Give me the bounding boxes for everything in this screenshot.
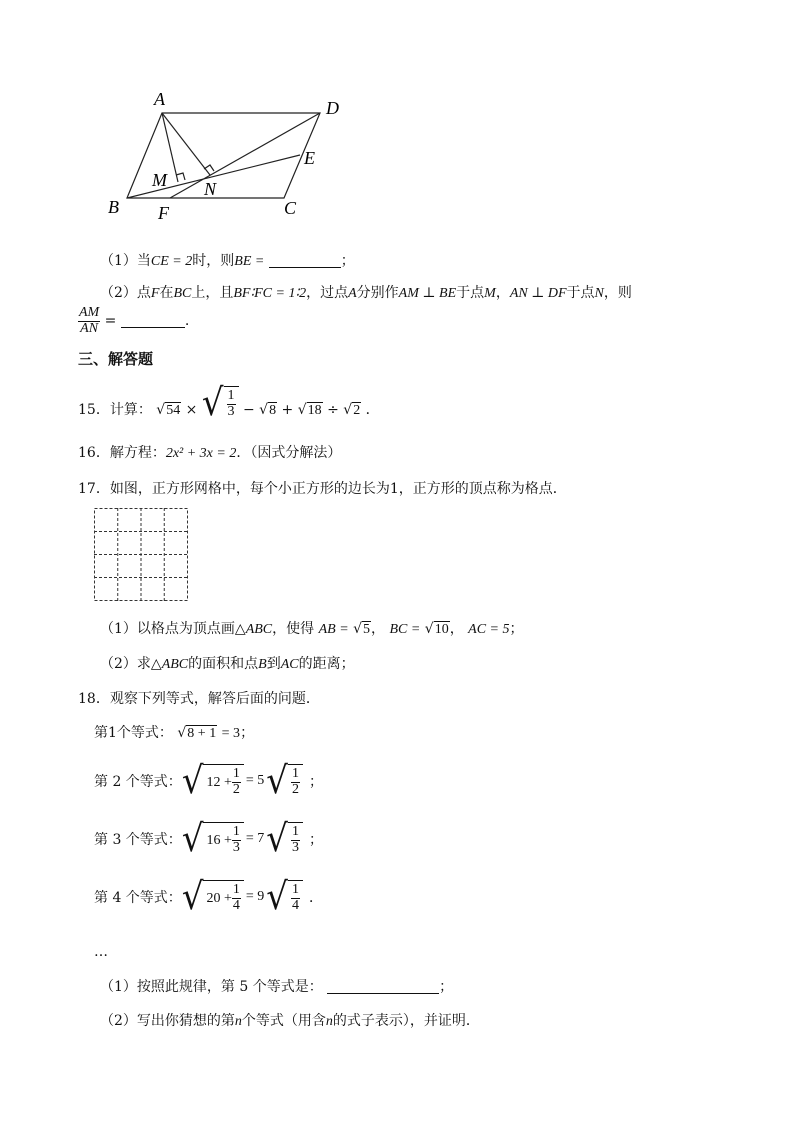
q18-eq4: 第 4 个等式： √ 20 + $\frac{1}{4}$ = 9 √ $\frac{1}{4}$ ． (94, 875, 323, 919)
q14-part2-fraction-line: $\frac{AM}{AN}$ = . (79, 305, 190, 336)
q18-part1: （1）按照此规律，第 5 个等式是： ； (100, 979, 454, 995)
q18-eq2: 第 2 个等式： √ 12 + $\frac{1}{2}$ = 5 √ $\frac{1}{2}$ ； (94, 759, 323, 803)
q18-part2: （2）写出你猜想的第n个等式（用含n的式子表示），并证明． (100, 1013, 480, 1029)
label-a: A (154, 89, 165, 109)
q14-part2: （2）点F在BC上，且BF∶FC = 1∶2，过点A分别作AM ⊥ BE于点M，AN ⊥ DF于点N，则 (100, 285, 632, 301)
q18-eq1: 第1个等式： √8 + 1 = 3； (94, 725, 255, 741)
fraction-am-an: $\frac{AM}{AN}$ (79, 305, 100, 336)
sqrt-2: √2 (343, 402, 361, 418)
label-c: C (284, 198, 297, 218)
q18-ellipsis: … (94, 944, 108, 960)
sqrt-5: √5 (353, 621, 371, 637)
label-d: D (326, 98, 339, 118)
label-b: B (108, 197, 119, 217)
section-title: 三、解答题 (78, 350, 154, 368)
label-m: M (152, 170, 167, 190)
q17-text: 17．如图，正方形网格中，每个小正方形的边长为1，正方形的顶点称为格点． (78, 481, 567, 497)
q18-text: 18．观察下列等式，解答后面的问题． (78, 691, 320, 707)
q17-part1: （1）以格点为顶点画△ABC，使得 AB = √5， BC = √10， AC = 5； (100, 621, 524, 637)
label-e: E (304, 148, 315, 168)
q17-part2: （2）求△ABC的面积和点B到AC的距离； (100, 656, 355, 672)
q18-eq3: 第 3 个等式： √ 16 + $\frac{1}{3}$ = 7 √ $\frac{1}{3}$ ； (94, 817, 323, 861)
sqrt-8: √8 (259, 402, 277, 418)
answer-blank-be[interactable] (269, 253, 341, 268)
answer-blank-ratio[interactable] (121, 313, 185, 328)
square-grid (94, 508, 190, 602)
parallelogram-figure (100, 85, 360, 225)
label-f: F (158, 203, 169, 223)
sqrt-10: √10 (424, 621, 449, 637)
q15: 15．计算： √54 × √ $\frac{1}{3}$ − √8 + √18 ÷ √2 ． (78, 381, 380, 425)
sqrt-one-third: √ $\frac{1}{3}$ (202, 386, 239, 420)
sqrt-18: √18 (297, 402, 322, 418)
answer-blank-eq5[interactable] (327, 979, 439, 994)
q16: 16．解方程：2x² + 3x = 2．（因式分解法） (78, 445, 342, 461)
q14-part1: （1）当CE = 2时，则BE = ； (100, 253, 355, 269)
label-n: N (204, 179, 217, 199)
sqrt-54: √54 (156, 402, 181, 418)
